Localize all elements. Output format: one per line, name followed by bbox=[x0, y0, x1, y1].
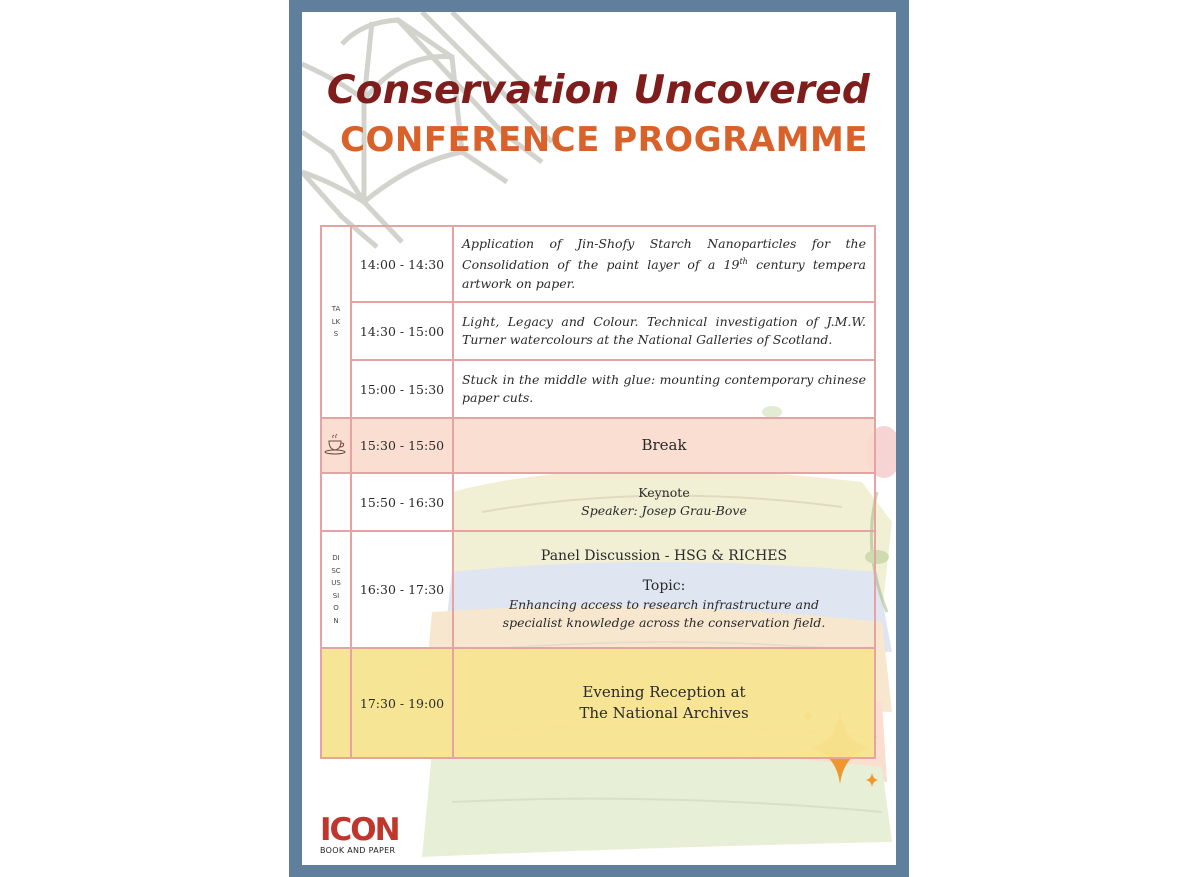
reception-line-2: The National Archives bbox=[579, 704, 749, 722]
logo-caption: BOOK AND PAPER bbox=[320, 846, 396, 855]
break-row bbox=[321, 418, 875, 473]
reception-cell bbox=[453, 648, 875, 758]
time-cell: 17:30 - 19:00 bbox=[351, 648, 453, 758]
break-label: Break bbox=[453, 418, 875, 473]
time-cell: 14:30 - 15:00 bbox=[351, 302, 453, 360]
keynote-speaker: Speaker: Josep Grau-Bove bbox=[581, 503, 747, 518]
poster-title: Conservation Uncovered bbox=[326, 68, 870, 113]
discussion-heading: Panel Discussion - HSG & RICHES bbox=[540, 547, 788, 564]
talk-description: Stuck in the middle with glue: mounting contemporary chinese paper cuts. bbox=[453, 360, 875, 418]
table-row bbox=[321, 360, 875, 418]
time-cell: 15:00 - 15:30 bbox=[351, 360, 453, 418]
icon-logo bbox=[320, 812, 410, 844]
time-cell: 15:50 - 16:30 bbox=[351, 473, 453, 531]
poster-subtitle: CONFERENCE PROGRAMME bbox=[340, 120, 868, 160]
time-cell: 16:30 - 17:30 bbox=[351, 531, 453, 648]
keynote-row bbox=[321, 473, 875, 531]
talk-description: Application of Jin-Shofy Starch Nanoparticles for the Consolidation of the paint layer of a 19th century tempera artwork on paper. bbox=[453, 226, 875, 302]
talks-side-label: TALKS bbox=[321, 226, 351, 418]
topic-label: Topic: bbox=[642, 578, 686, 594]
empty-side-cell bbox=[321, 648, 351, 758]
talk-description: Light, Legacy and Colour. Technical investigation of J.M.W. Turner watercolours at the National Galleries of Scotland. bbox=[453, 302, 875, 360]
poster bbox=[302, 12, 896, 865]
topic-text: Enhancing access to research infrastructure and specialist knowledge across the conservation field. bbox=[502, 596, 826, 630]
reception-row bbox=[321, 648, 875, 758]
table-row bbox=[321, 302, 875, 360]
coffee-cup-icon bbox=[321, 418, 351, 473]
time-cell: 15:30 - 15:50 bbox=[351, 418, 453, 473]
keynote-label: Keynote bbox=[638, 484, 690, 500]
time-cell: 14:00 - 14:30 bbox=[351, 226, 453, 302]
reception-line-1: Evening Reception at bbox=[582, 683, 746, 701]
keynote-cell bbox=[453, 473, 875, 531]
empty-side-cell bbox=[321, 473, 351, 531]
logo-mark: ICON bbox=[320, 812, 399, 844]
discussion-row bbox=[321, 531, 875, 648]
table-row bbox=[321, 226, 875, 302]
discussion-side-label: DISCUSSION bbox=[321, 531, 351, 648]
programme-table bbox=[320, 225, 876, 759]
discussion-cell bbox=[453, 531, 875, 648]
